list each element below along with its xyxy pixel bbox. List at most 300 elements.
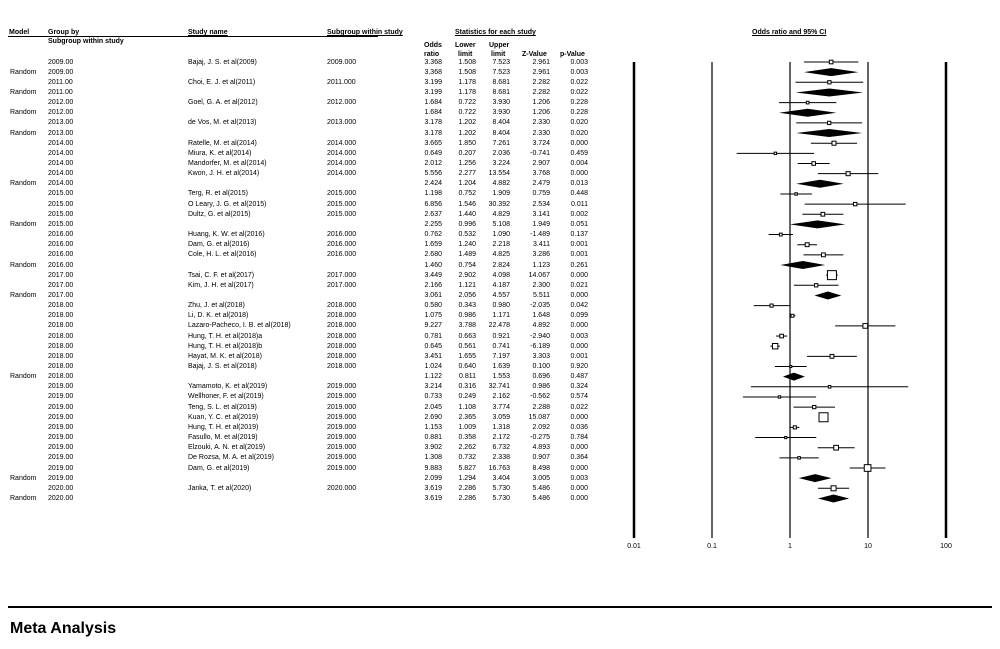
model-cell: Random	[10, 373, 37, 381]
upper-limit-cell: 2.036	[492, 149, 510, 157]
lower-limit-cell: 1.294	[458, 474, 476, 482]
header-lower-limit-1: Lower	[455, 42, 476, 49]
z-value-cell: -1.489	[530, 231, 550, 239]
footer-title: Meta Analysis	[10, 620, 117, 637]
odds-ratio-cell: 3.449	[424, 271, 442, 279]
lower-limit-cell: 1.508	[458, 58, 476, 66]
lower-limit-cell: 0.986	[458, 312, 476, 320]
odds-ratio-cell: 3.619	[424, 494, 442, 502]
group-cell: 2009.00	[48, 58, 74, 66]
subgroup-cell: 2019.000	[327, 393, 357, 401]
group-cell: 2018.00	[48, 363, 74, 370]
z-value-cell: -0.275	[530, 434, 550, 442]
odds-ratio-marker	[780, 334, 784, 338]
upper-limit-cell: 1.909	[492, 190, 510, 198]
lower-limit-cell: 2.262	[458, 444, 476, 452]
upper-limit-cell: 3.404	[492, 474, 510, 482]
lower-limit-cell: 1.489	[458, 251, 476, 259]
subgroup-cell: 2016.000	[327, 231, 357, 239]
lower-limit-cell: 1.546	[458, 200, 476, 208]
odds-ratio-marker	[774, 152, 776, 154]
header-group-by: Group by	[48, 29, 80, 36]
odds-ratio-cell: 1.024	[424, 363, 442, 370]
odds-ratio-marker	[812, 162, 816, 166]
p-value-cell: 0.000	[570, 464, 588, 472]
p-value-cell: 0.022	[570, 78, 588, 86]
z-value-cell: -0.562	[530, 393, 550, 401]
group-cell: 2013.00	[48, 129, 74, 137]
upper-limit-cell: 6.732	[492, 444, 510, 452]
z-value-cell: 1.206	[532, 99, 550, 107]
odds-ratio-cell: 9.227	[424, 322, 442, 330]
odds-ratio-cell: 2.637	[424, 210, 442, 218]
upper-limit-cell: 7.197	[492, 352, 510, 360]
p-value-cell: 0.001	[570, 352, 588, 360]
subgroup-cell: 2019.000	[327, 434, 357, 442]
odds-ratio-cell: 5.556	[424, 170, 442, 178]
study-name-cell: Choi, E. J. et al(2011)	[188, 78, 256, 86]
lower-limit-cell: 0.640	[458, 363, 476, 370]
z-value-cell: 3.724	[532, 139, 550, 147]
p-value-cell: 0.000	[570, 494, 588, 502]
odds-ratio-cell: 0.580	[424, 302, 442, 310]
upper-limit-cell: 2.162	[492, 393, 510, 401]
odds-ratio-marker	[829, 60, 833, 64]
odds-ratio-marker	[834, 445, 839, 450]
study-name-cell: De Rozsa, M. A. et al(2019)	[188, 454, 274, 462]
study-name-cell: Hung, T. H. et al(2018)b	[188, 342, 263, 350]
study-name-cell: Teng, S. L. et al(2019)	[188, 403, 257, 411]
p-value-cell: 0.004	[570, 160, 588, 167]
p-value-cell: 0.013	[570, 180, 588, 188]
odds-ratio-cell: 0.762	[424, 231, 442, 239]
odds-ratio-marker	[772, 343, 777, 348]
group-cell: 2017.00	[48, 281, 74, 289]
odds-ratio-marker	[828, 386, 831, 389]
odds-ratio-marker	[830, 354, 834, 358]
odds-ratio-cell: 3.178	[424, 119, 442, 127]
study-name-cell: Dultz, G. et al(2015)	[188, 210, 251, 218]
odds-ratio-cell: 3.451	[424, 352, 442, 360]
subgroup-cell: 2019.000	[327, 413, 357, 421]
group-cell: 2019.00	[48, 403, 74, 411]
odds-ratio-cell: 3.368	[424, 58, 442, 66]
p-value-cell: 0.003	[570, 332, 588, 340]
study-name-cell: Kim, J. H. et al(2017)	[188, 281, 254, 289]
study-name-cell: Hung, T. H. et al(2018)a	[188, 332, 263, 340]
z-value-cell: 2.330	[532, 119, 550, 127]
odds-ratio-cell: 3.214	[424, 383, 442, 391]
p-value-cell: 0.001	[570, 241, 588, 249]
group-cell: 2020.00	[48, 494, 74, 502]
study-name-cell: Hung, T. H. et al(2019)	[188, 423, 259, 431]
z-value-cell: 4.892	[532, 322, 550, 330]
study-name-cell: Dam, G. et al(2016)	[188, 241, 250, 249]
z-value-cell: 2.288	[532, 403, 550, 411]
subgroup-cell: 2019.000	[327, 454, 357, 462]
odds-ratio-cell: 1.684	[424, 109, 442, 117]
p-value-cell: 0.000	[570, 271, 588, 279]
group-cell: 2014.00	[48, 160, 74, 167]
odds-ratio-marker	[864, 465, 871, 472]
odds-ratio-marker	[791, 314, 794, 317]
z-value-cell: 2.282	[532, 88, 550, 96]
z-value-cell: 3.141	[532, 210, 550, 218]
odds-ratio-cell: 3.368	[424, 68, 442, 76]
subgroup-cell: 2018.000	[327, 302, 357, 310]
z-value-cell: 0.696	[532, 373, 550, 381]
z-value-cell: 2.961	[532, 58, 550, 66]
subgroup-cell: 2019.000	[327, 403, 357, 411]
lower-limit-cell: 0.754	[458, 261, 476, 269]
header-study-name: Study name	[188, 29, 228, 36]
group-cell: 2019.00	[48, 464, 74, 472]
summary-diamond	[804, 68, 858, 76]
subgroup-cell: 2018.000	[327, 342, 357, 350]
odds-ratio-marker	[828, 121, 831, 124]
z-value-cell: 5.511	[533, 291, 550, 299]
upper-limit-cell: 8.681	[492, 88, 510, 96]
group-cell: 2018.00	[48, 312, 74, 320]
p-value-cell: 0.000	[570, 291, 588, 299]
z-value-cell: 0.759	[532, 190, 550, 198]
group-cell: 2019.00	[48, 423, 74, 431]
z-value-cell: 1.648	[532, 312, 550, 320]
lower-limit-cell: 0.561	[458, 342, 476, 350]
p-value-cell: 0.261	[570, 261, 588, 269]
group-cell: 2016.00	[48, 231, 74, 239]
p-value-cell: 0.002	[570, 210, 588, 218]
upper-limit-cell: 8.681	[492, 78, 510, 86]
model-cell: Random	[10, 88, 37, 96]
z-value-cell: 2.300	[532, 281, 550, 289]
group-cell: 2014.00	[48, 170, 74, 178]
summary-diamond	[818, 494, 849, 502]
header-odds-ratio-2: ratio	[424, 51, 440, 58]
lower-limit-cell: 1.178	[458, 78, 476, 86]
model-cell: Random	[10, 291, 37, 299]
upper-limit-cell: 0.980	[492, 302, 510, 310]
header-odds-ratio-1: Odds	[424, 42, 442, 49]
lower-limit-cell: 1.256	[458, 160, 476, 167]
x-tick-label: 1	[788, 543, 792, 550]
odds-ratio-marker	[785, 436, 787, 438]
group-cell: 2019.00	[48, 383, 74, 391]
study-name-cell: Bajaj, J. S. et al(2018)	[188, 363, 257, 370]
group-cell: 2018.00	[48, 342, 74, 350]
upper-limit-cell: 4.557	[492, 291, 510, 299]
lower-limit-cell: 0.316	[458, 383, 476, 391]
odds-ratio-cell: 0.733	[424, 393, 442, 401]
header-or-ci: Odds ratio and 95% CI	[752, 29, 827, 36]
p-value-cell: 0.920	[570, 363, 588, 370]
upper-limit-cell: 30.392	[488, 200, 510, 208]
lower-limit-cell: 1.440	[458, 210, 476, 218]
z-value-cell: 1.949	[532, 220, 550, 228]
group-cell: 2014.00	[48, 139, 74, 147]
group-cell: 2014.00	[48, 180, 74, 188]
model-cell: Random	[10, 109, 37, 117]
p-value-cell: 0.574	[570, 393, 588, 401]
study-name-cell: Zhu, J. et al(2018)	[188, 302, 245, 310]
lower-limit-cell: 0.732	[458, 454, 476, 462]
odds-ratio-cell: 1.659	[424, 241, 442, 249]
header-upper-limit-2: limit	[491, 51, 506, 58]
group-cell: 2019.00	[48, 454, 74, 462]
header-subgroup-within-study: Subgroup within study	[48, 38, 124, 45]
subgroup-cell: 2019.000	[327, 464, 357, 472]
summary-diamond	[780, 261, 825, 269]
p-value-cell: 0.000	[570, 444, 588, 452]
subgroup-cell: 2017.000	[327, 271, 357, 279]
group-cell: 2015.00	[48, 220, 74, 228]
z-value-cell: 0.907	[532, 454, 550, 462]
z-value-cell: 2.534	[532, 200, 550, 208]
upper-limit-cell: 7.523	[492, 68, 510, 76]
upper-limit-cell: 0.741	[492, 342, 510, 350]
header-upper-limit-1: Upper	[489, 42, 510, 49]
lower-limit-cell: 1.202	[458, 119, 476, 127]
odds-ratio-marker	[793, 426, 796, 429]
z-value-cell: 1.123	[532, 261, 550, 269]
group-cell: 2011.00	[48, 88, 73, 96]
odds-ratio-marker	[806, 101, 809, 104]
upper-limit-cell: 4.829	[492, 210, 510, 218]
lower-limit-cell: 2.902	[458, 271, 476, 279]
lower-limit-cell: 0.752	[458, 190, 476, 198]
p-value-cell: 0.003	[570, 68, 588, 76]
model-cell: Random	[10, 494, 37, 502]
lower-limit-cell: 1.508	[458, 68, 476, 76]
lower-limit-cell: 0.343	[458, 302, 476, 310]
p-value-cell: 0.022	[570, 403, 588, 411]
upper-limit-cell: 7.523	[492, 58, 510, 66]
z-value-cell: 14.067	[528, 271, 550, 279]
subgroup-cell: 2018.000	[327, 352, 357, 360]
lower-limit-cell: 1.108	[458, 403, 476, 411]
p-value-cell: 0.099	[570, 312, 588, 320]
group-cell: 2019.00	[48, 444, 74, 452]
odds-ratio-marker	[819, 413, 828, 422]
lower-limit-cell: 1.202	[458, 129, 476, 137]
subgroup-cell: 2015.000	[327, 190, 357, 198]
odds-ratio-cell: 2.255	[424, 220, 442, 228]
odds-ratio-cell: 0.881	[424, 434, 442, 442]
upper-limit-cell: 22.478	[488, 322, 510, 330]
upper-limit-cell: 1.639	[492, 363, 510, 370]
study-name-cell: Yamamoto, K. et al(2019)	[188, 383, 268, 391]
x-tick-label: 0.1	[707, 543, 717, 550]
lower-limit-cell: 5.827	[458, 464, 476, 472]
subgroup-cell: 2013.000	[327, 119, 357, 127]
study-name-cell: Wellhoner, F. et al(2019)	[188, 393, 264, 401]
p-value-cell: 0.000	[570, 139, 588, 147]
subgroup-cell: 2018.000	[327, 363, 357, 370]
odds-ratio-marker	[798, 457, 800, 459]
summary-diamond	[790, 220, 845, 228]
p-value-cell: 0.003	[570, 474, 588, 482]
z-value-cell: -2.940	[530, 332, 550, 340]
p-value-cell: 0.364	[570, 454, 588, 462]
lower-limit-cell: 0.722	[458, 109, 476, 117]
z-value-cell: 1.206	[532, 109, 550, 117]
subgroup-cell: 2017.000	[327, 281, 357, 289]
subgroup-cell: 2015.000	[327, 200, 357, 208]
odds-ratio-cell: 3.178	[424, 129, 442, 137]
z-value-cell: 3.768	[532, 170, 550, 178]
upper-limit-cell: 16.763	[488, 464, 510, 472]
subgroup-cell: 2014.000	[327, 139, 357, 147]
group-cell: 2018.00	[48, 373, 74, 381]
z-value-cell: 5.486	[532, 494, 550, 502]
upper-limit-cell: 8.404	[492, 129, 510, 137]
p-value-cell: 0.022	[570, 88, 588, 96]
odds-ratio-cell: 1.075	[424, 312, 442, 320]
group-cell: 2017.00	[48, 271, 74, 279]
subgroup-cell: 2014.000	[327, 160, 357, 167]
subgroup-cell: 2018.000	[327, 312, 357, 320]
p-value-cell: 0.448	[570, 190, 588, 198]
odds-ratio-marker	[770, 304, 773, 307]
group-cell: 2012.00	[48, 99, 74, 107]
subgroup-cell: 2014.000	[327, 170, 357, 178]
group-cell: 2016.00	[48, 261, 74, 269]
lower-limit-cell: 0.811	[459, 373, 476, 381]
p-value-cell: 0.137	[570, 231, 588, 239]
p-value-cell: 0.051	[570, 220, 588, 228]
z-value-cell: 0.100	[532, 363, 550, 370]
group-cell: 2018.00	[48, 322, 74, 330]
upper-limit-cell: 5.730	[492, 494, 510, 502]
group-cell: 2015.00	[48, 200, 74, 208]
odds-ratio-cell: 3.199	[424, 78, 442, 86]
p-value-cell: 0.000	[570, 322, 588, 330]
p-value-cell: 0.011	[571, 200, 588, 208]
study-name-cell: Kwon, J. H. et al(2014)	[188, 170, 260, 178]
subgroup-cell: 2012.000	[327, 99, 357, 107]
lower-limit-cell: 0.358	[458, 434, 476, 442]
upper-limit-cell: 32.741	[488, 383, 510, 391]
study-name-cell: Huang, K. W. et al(2016)	[188, 231, 265, 239]
z-value-cell: 2.330	[532, 129, 550, 137]
z-value-cell: 5.486	[532, 484, 550, 492]
p-value-cell: 0.000	[570, 413, 588, 421]
odds-ratio-cell: 1.460	[424, 261, 442, 269]
p-value-cell: 0.459	[570, 149, 588, 157]
subgroup-cell: 2009.000	[327, 58, 357, 66]
subgroup-cell: 2019.000	[327, 383, 357, 391]
odds-ratio-cell: 3.665	[424, 139, 442, 147]
p-value-cell: 0.020	[570, 119, 588, 127]
z-value-cell: -6.189	[530, 342, 550, 350]
odds-ratio-marker	[795, 193, 797, 195]
upper-limit-cell: 3.224	[492, 160, 510, 167]
upper-limit-cell: 4.098	[492, 271, 510, 279]
p-value-cell: 0.000	[570, 342, 588, 350]
odds-ratio-marker	[854, 202, 857, 205]
z-value-cell: 3.411	[533, 241, 550, 249]
p-value-cell: 0.036	[570, 423, 588, 431]
upper-limit-cell: 1.171	[492, 312, 510, 320]
odds-ratio-cell: 1.153	[424, 423, 442, 431]
odds-ratio-cell: 0.645	[424, 342, 442, 350]
group-cell: 2019.00	[48, 434, 74, 442]
odds-ratio-cell: 3.199	[424, 88, 442, 96]
model-cell: Random	[10, 261, 37, 269]
upper-limit-cell: 1.090	[492, 231, 510, 239]
group-cell: 2015.00	[48, 210, 74, 218]
odds-ratio-cell: 6.856	[424, 200, 442, 208]
subgroup-cell: 2020.000	[327, 484, 357, 492]
odds-ratio-marker	[779, 233, 782, 236]
lower-limit-cell: 0.663	[458, 332, 476, 340]
p-value-cell: 0.003	[570, 58, 588, 66]
lower-limit-cell: 1.178	[458, 88, 476, 96]
odds-ratio-cell: 3.061	[424, 291, 442, 299]
subgroup-cell: 2016.000	[327, 241, 357, 249]
p-value-cell: 0.001	[570, 251, 588, 259]
odds-ratio-marker	[821, 212, 825, 216]
p-value-cell: 0.042	[570, 302, 588, 310]
study-name-cell: O Leary, J. G. et al(2015)	[188, 200, 267, 208]
study-name-cell: Tsai, C. F. et al(2017)	[188, 271, 255, 279]
p-value-cell: 0.487	[570, 373, 588, 381]
group-cell: 2019.00	[48, 413, 74, 421]
upper-limit-cell: 7.261	[492, 139, 510, 147]
header-subgroup-col: Subgroup within study	[327, 29, 403, 36]
z-value-cell: 3.005	[532, 474, 550, 482]
z-value-cell: -0.741	[530, 149, 550, 157]
odds-ratio-cell: 1.198	[424, 190, 442, 198]
p-value-cell: 0.228	[570, 99, 588, 107]
study-name-cell: Janka, T. et al(2020)	[188, 484, 252, 492]
group-cell: 2016.00	[48, 251, 74, 259]
upper-limit-cell: 1.553	[492, 373, 510, 381]
upper-limit-cell: 0.921	[492, 332, 510, 340]
study-name-cell: Elzouki, A. N. et al(2019)	[188, 444, 266, 452]
x-tick-label: 0.01	[627, 543, 641, 550]
odds-ratio-cell: 2.045	[424, 403, 442, 411]
lower-limit-cell: 1.009	[458, 423, 476, 431]
study-name-cell: Fasullo, M. et al(2019)	[188, 434, 258, 442]
odds-ratio-marker	[790, 365, 792, 367]
group-cell: 2009.00	[48, 68, 74, 76]
header-model: Model	[9, 29, 30, 36]
lower-limit-cell: 1.240	[458, 241, 476, 249]
lower-limit-cell: 2.365	[458, 413, 476, 421]
group-cell: 2018.00	[48, 352, 74, 360]
study-name-cell: Terg, R. et al(2015)	[188, 190, 248, 198]
header-statistics: Statistics for each study	[455, 29, 536, 36]
subgroup-cell: 2018.000	[327, 332, 357, 340]
odds-ratio-cell: 3.902	[424, 444, 442, 452]
study-name-cell: Goel, G. A. et al(2012)	[188, 99, 258, 107]
p-value-cell: 0.021	[570, 281, 588, 289]
group-cell: 2020.00	[48, 484, 74, 492]
upper-limit-cell: 3.930	[492, 99, 510, 107]
summary-diamond	[796, 180, 843, 188]
summary-diamond	[779, 109, 836, 117]
z-value-cell: 4.893	[532, 444, 550, 452]
p-value-cell: 0.000	[570, 484, 588, 492]
group-cell: 2018.00	[48, 302, 74, 310]
footer-rule	[8, 606, 992, 608]
odds-ratio-marker	[831, 486, 836, 491]
lower-limit-cell: 1.204	[458, 180, 476, 188]
upper-limit-cell: 2.218	[492, 241, 510, 249]
upper-limit-cell: 8.404	[492, 119, 510, 127]
z-value-cell: 8.498	[532, 464, 550, 472]
